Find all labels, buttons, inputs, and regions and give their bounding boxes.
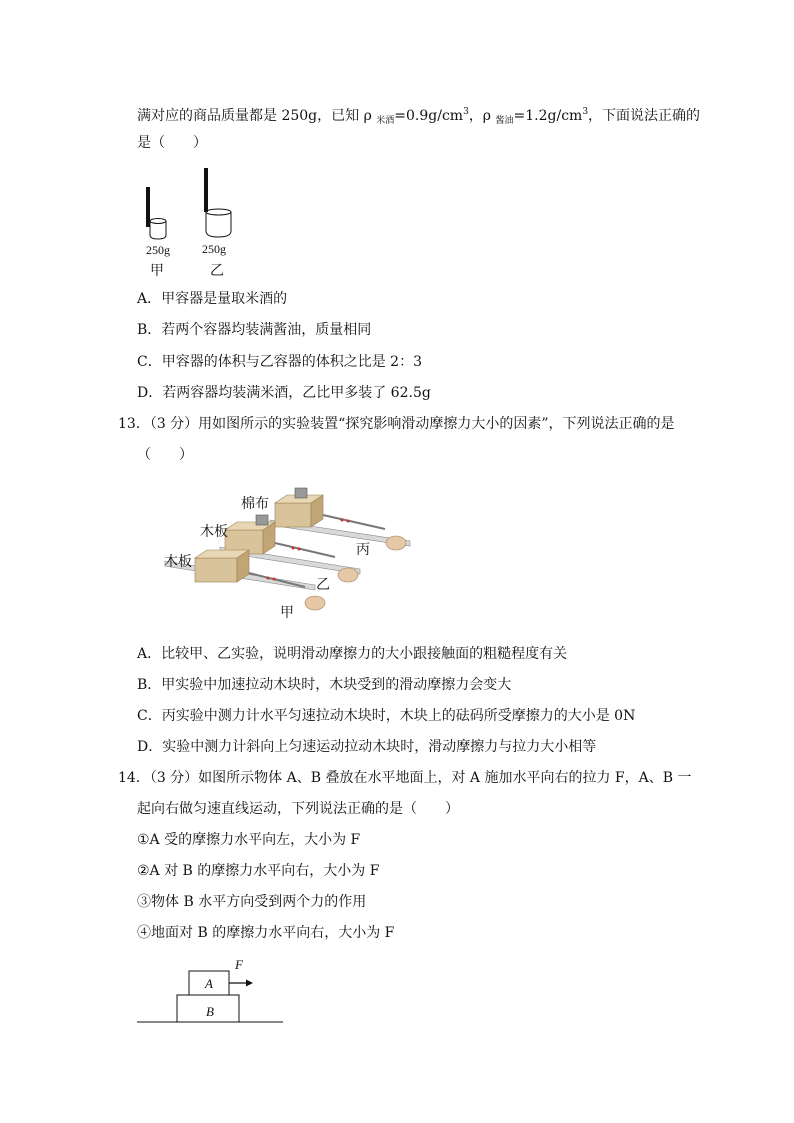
rice-wine-subscript: 米酒	[376, 116, 395, 126]
label-jia: 甲	[280, 605, 294, 621]
q14-statement-2: ②A 对 B 的摩擦力水平向右，大小为 F	[137, 863, 380, 879]
q14-line2: 起向右做匀速直线运动，下列说法正确的是（ ）	[137, 801, 459, 817]
q13-option-c: C．丙实验中测力计水平匀速拉动木块时，木块上的砝码所受摩擦力的大小是 0N	[137, 708, 636, 724]
q14-statement-1: ①A 受的摩擦力水平向左，大小为 F	[137, 832, 361, 848]
q12-option-b: B．若两个容器均装满酱油，质量相同	[137, 322, 372, 338]
q13-option-b: B．甲实验中加速拉动木块时，木块受到的滑动摩擦力会变大	[137, 677, 512, 693]
q13-option-d: D．实验中测力计斜向上匀速运动拉动木块时，滑动摩擦力与拉力大小相等	[137, 739, 597, 755]
friction-experiment-figure	[160, 485, 420, 620]
container-label-yi: 乙	[210, 263, 224, 279]
q14-statement-3: ③物体 B 水平方向受到两个力的作用	[137, 894, 367, 910]
q12-option-c: C．甲容器的体积与乙容器的体积之比是 2：3	[137, 354, 422, 370]
label-wood-board-yi: 木板	[200, 524, 228, 540]
q13-line1: 13．（3 分）用如图所示的实验装置“探究影响滑动摩擦力大小的因素”，下列说法正确的是	[118, 416, 675, 432]
q12-option-a: A．甲容器是量取米酒的	[137, 291, 288, 307]
measuring-ladles-figure	[140, 165, 250, 245]
container-label-jia: 甲	[150, 263, 164, 279]
q13-line2: （ ）	[137, 447, 193, 463]
label-bing: 丙	[356, 542, 370, 558]
soy-subscript: 酱油	[495, 116, 514, 126]
mass-label-yi: 250g	[202, 242, 226, 256]
label-cotton: 棉布	[241, 496, 269, 512]
q14-statement-4: ④地面对 B 的摩擦力水平向右，大小为 F	[137, 925, 395, 941]
mass-label-jia: 250g	[146, 243, 170, 257]
block-a-label: A	[205, 976, 213, 991]
q12-line1: 满对应的商品质量都是 250g，已知 ρ $_{米酒}=0.9g/cm^3$，ρ $_{酱油}=1.2g/cm^3$，下面说法正确的	[137, 107, 701, 126]
block-b-label: B	[206, 1004, 214, 1019]
q14-line1: 14．（3 分）如图所示物体 A、B 叠放在水平地面上，对 A 施加水平向右的拉力 F，A、B 一	[118, 770, 692, 786]
label-yi: 乙	[316, 577, 330, 593]
force-label: F	[235, 957, 243, 972]
q12-line2: 是（ ）	[137, 135, 207, 151]
q12-option-d: D．若两容器均装满米酒，乙比甲多装了 62.5g	[137, 385, 431, 401]
label-wood-board-jia: 木板	[164, 554, 192, 570]
q13-option-a: A．比较甲、乙实验，说明滑动摩擦力的大小跟接触面的粗糙程度有关	[137, 646, 568, 662]
